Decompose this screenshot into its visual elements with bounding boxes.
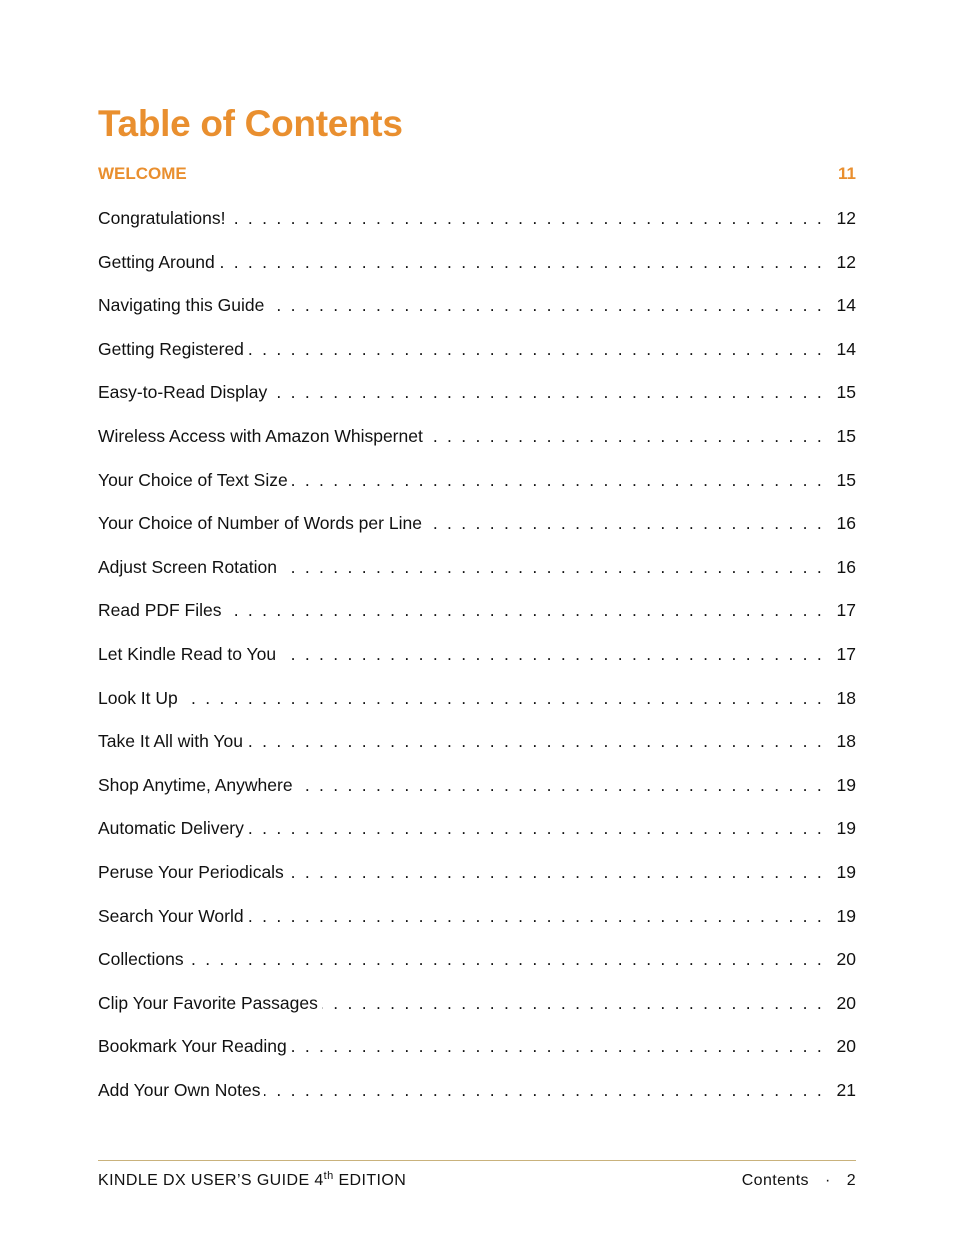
toc-entry[interactable] — [98, 772, 856, 816]
toc-entry-page-number: 19 — [836, 905, 856, 926]
toc-dot-leader — [280, 641, 824, 667]
toc-entry-label: Search Your World — [98, 905, 244, 926]
toc-entry-label: Look It Up — [98, 687, 178, 708]
toc-dot-leader — [322, 990, 824, 1016]
toc-entry-page-number: 18 — [836, 731, 856, 752]
toc-entry-label: Collections — [98, 949, 184, 970]
toc-entry-page-number: 14 — [836, 338, 856, 359]
toc-dot-leader — [248, 903, 824, 929]
toc-entry-label: Getting Around — [98, 251, 215, 272]
document-page — [98, 0, 856, 1235]
toc-dot-leader — [248, 336, 824, 362]
toc-entry[interactable] — [98, 859, 856, 903]
toc-entry-label: Shop Anytime, Anywhere — [98, 774, 293, 795]
toc-entry-page-number: 15 — [836, 469, 856, 490]
footer-page-number: 2 — [846, 1172, 856, 1189]
toc-dot-leader — [297, 772, 824, 798]
toc-dot-leader — [219, 249, 824, 275]
toc-entry-page-number: 16 — [836, 513, 856, 534]
toc-entry-page-number: 19 — [836, 774, 856, 795]
toc-entry-label: Let Kindle Read to You — [98, 643, 277, 664]
toc-dot-leader — [271, 379, 824, 405]
toc-entry-label: Clip Your Favorite Passages — [98, 992, 318, 1013]
toc-entry-label: Adjust Screen Rotation — [98, 556, 277, 577]
toc-entry-page-number: 17 — [836, 600, 856, 621]
toc-dot-leader — [427, 423, 824, 449]
toc-entry-page-number: 20 — [836, 1036, 856, 1057]
toc-entry[interactable] — [98, 205, 856, 249]
toc-dot-leader — [292, 467, 824, 493]
toc-entry[interactable] — [98, 1077, 856, 1121]
toc-entry-page-number: 18 — [836, 687, 856, 708]
toc-entry-label: Automatic Delivery — [98, 818, 244, 839]
toc-dot-leader — [247, 728, 824, 754]
toc-entry-label: Getting Registered — [98, 338, 244, 359]
toc-entry-page-number: 19 — [836, 818, 856, 839]
toc-entry-page-number: 14 — [836, 295, 856, 316]
toc-entry[interactable] — [98, 990, 856, 1034]
toc-entry[interactable] — [98, 1033, 856, 1077]
toc-entry-page-number: 20 — [836, 992, 856, 1013]
footer-guide-suffix: EDITION — [333, 1172, 407, 1189]
toc-entry[interactable] — [98, 292, 856, 336]
toc-section-heading[interactable] — [98, 162, 856, 186]
page-title: Table of Contents — [98, 103, 403, 144]
toc-dot-leader — [182, 685, 824, 711]
footer-guide-title — [98, 1172, 406, 1190]
footer-guide-superscript: th — [323, 1170, 334, 1182]
toc-entry[interactable] — [98, 728, 856, 772]
toc-entry[interactable] — [98, 815, 856, 859]
footer-page-info — [742, 1172, 856, 1190]
toc-entry-label: Your Choice of Text Size — [98, 469, 288, 490]
toc-entry[interactable] — [98, 641, 856, 685]
toc-dot-leader — [188, 946, 824, 972]
toc-dot-leader — [264, 1077, 824, 1103]
page-footer — [98, 1168, 856, 1194]
toc-list — [98, 205, 856, 1120]
toc-entry[interactable] — [98, 379, 856, 423]
toc-entry-label: Bookmark Your Reading — [98, 1036, 287, 1057]
toc-entry[interactable] — [98, 336, 856, 380]
toc-entry-label: Add Your Own Notes — [98, 1079, 261, 1100]
toc-entry[interactable] — [98, 510, 856, 554]
toc-entry-page-number: 20 — [836, 949, 856, 970]
toc-entry-label: Navigating this Guide — [98, 295, 265, 316]
toc-entry[interactable] — [98, 946, 856, 990]
toc-dot-leader — [291, 1033, 824, 1059]
toc-dot-leader — [229, 205, 824, 231]
toc-entry[interactable] — [98, 597, 856, 641]
toc-entry[interactable] — [98, 903, 856, 947]
toc-dot-leader — [248, 815, 824, 841]
toc-entry-label: Read PDF Files — [98, 600, 222, 621]
section-label: WELCOME — [98, 164, 187, 183]
toc-entry[interactable] — [98, 467, 856, 511]
toc-entry-label: Take It All with You — [98, 731, 243, 752]
footer-section-name: Contents — [741, 1172, 809, 1189]
toc-entry-page-number: 12 — [836, 208, 856, 228]
toc-entry-page-number: 17 — [836, 643, 856, 664]
toc-entry[interactable] — [98, 249, 856, 293]
toc-entry-page-number: 16 — [836, 556, 856, 577]
toc-entry-page-number: 21 — [836, 1079, 856, 1100]
toc-entry-page-number: 15 — [836, 425, 856, 446]
toc-entry-label: Easy-to-Read Display — [98, 382, 268, 403]
toc-dot-leader — [268, 292, 824, 318]
footer-guide-prefix: KINDLE DX USER’S GUIDE 4 — [98, 1172, 324, 1189]
toc-dot-leader — [281, 554, 824, 580]
toc-entry-page-number: 15 — [836, 382, 856, 403]
toc-dot-leader — [426, 510, 824, 536]
toc-entry-label: Your Choice of Number of Words per Line — [98, 513, 422, 534]
toc-entry[interactable] — [98, 554, 856, 598]
toc-entry[interactable] — [98, 423, 856, 467]
section-page-number: 11 — [838, 164, 856, 183]
toc-entry[interactable] — [98, 685, 856, 729]
footer-separator: · — [824, 1172, 831, 1189]
toc-entry-label: Congratulations! — [98, 208, 226, 228]
toc-dot-leader — [226, 597, 824, 623]
toc-entry-label: Peruse Your Periodicals — [98, 861, 284, 882]
toc-dot-leader — [288, 859, 824, 885]
toc-entry-page-number: 12 — [836, 251, 856, 272]
footer-divider — [98, 1160, 856, 1161]
toc-entry-label: Wireless Access with Amazon Whispernet — [98, 425, 423, 446]
toc-entry-page-number: 19 — [836, 861, 856, 882]
